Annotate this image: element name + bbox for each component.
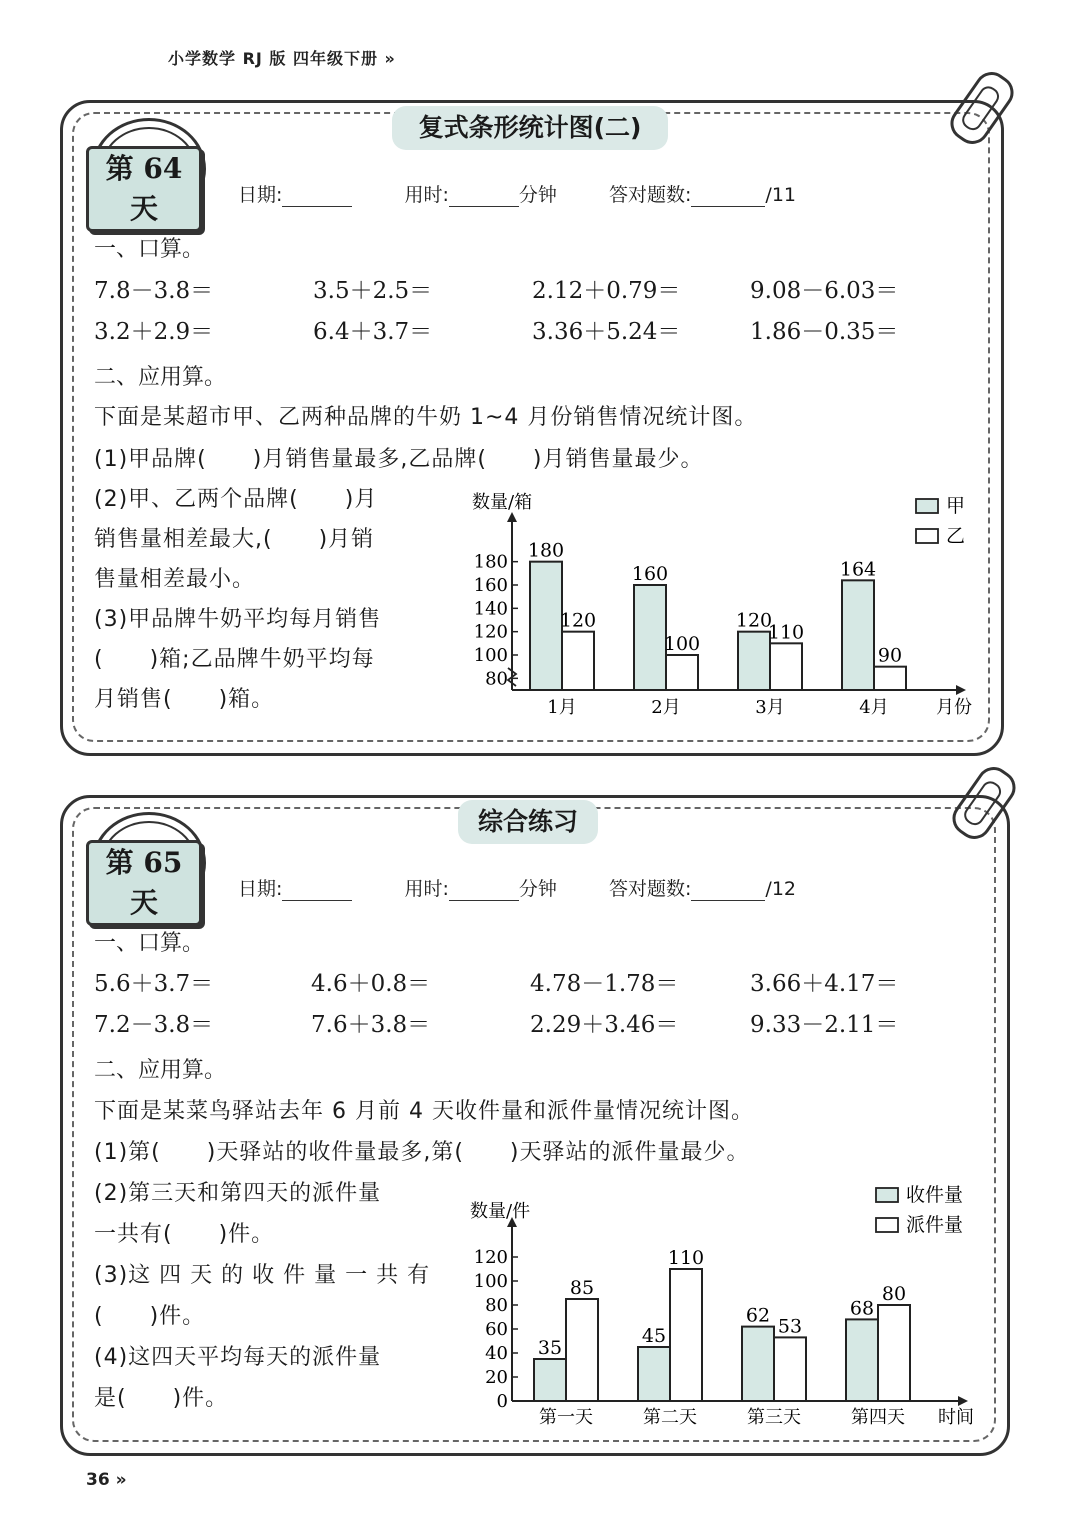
book-header: 小学数学 RJ 版 四年级下册 »	[168, 49, 396, 68]
x-axis-arrow-icon	[958, 1396, 968, 1406]
bar	[638, 1347, 670, 1401]
calc-item: 4.78－1.78＝	[530, 971, 679, 997]
bar	[742, 1327, 774, 1401]
date-field[interactable]	[282, 186, 352, 207]
day65-question-1: (1)第( )天驿站的收件量最多,第( )天驿站的派件量最少。	[94, 1140, 750, 1165]
data-label: 120	[559, 609, 597, 632]
legend-label: 收件量	[906, 1184, 964, 1206]
bar	[738, 632, 770, 690]
bar	[666, 655, 698, 690]
legend-label: 甲	[946, 495, 966, 517]
data-label: 62	[745, 1304, 771, 1327]
y-tick-label: 120	[473, 621, 508, 643]
bar	[530, 562, 562, 690]
y-tick-label: 180	[473, 551, 508, 573]
category-label: 1月	[547, 697, 577, 718]
category-label: 2月	[651, 697, 681, 718]
category-label: 第一天	[539, 1407, 593, 1428]
x-axis-arrow-icon	[956, 685, 966, 695]
day65-intro: 下面是某菜鸟驿站去年 6 月前 4 天收件量和派件量情况统计图。	[94, 1099, 754, 1124]
category-label: 4月	[859, 697, 889, 718]
day64-question-2-line: 销售量相差最大,( )月销	[94, 527, 375, 552]
date-label: 日期:	[238, 878, 283, 900]
legend-swatch	[876, 1218, 898, 1232]
bar	[566, 1299, 598, 1401]
data-label: 35	[537, 1337, 563, 1359]
data-label: 53	[777, 1315, 803, 1338]
time-field[interactable]	[449, 186, 519, 207]
day65-section-oral: 一、口算。	[94, 931, 205, 956]
y-tick-label: 40	[485, 1343, 508, 1364]
day65-question-4-line: (4)这四天平均每天的派件量	[94, 1345, 382, 1370]
day64-meta	[238, 180, 958, 207]
day65-bar-chart	[460, 1175, 990, 1435]
legend-swatch	[876, 1188, 898, 1202]
data-label: 110	[767, 621, 805, 644]
day64-section-oral: 一、口算。	[94, 237, 205, 262]
day64-section-applied: 二、应用算。	[94, 365, 227, 390]
data-label: 85	[569, 1277, 595, 1299]
category-label: 第四天	[851, 1407, 905, 1428]
data-label: 80	[881, 1283, 907, 1305]
y-tick-label: 80	[485, 1295, 508, 1316]
y-tick-label: 20	[485, 1367, 508, 1388]
x-axis-title: 时间	[938, 1407, 974, 1428]
y-axis-arrow-icon	[507, 512, 517, 522]
data-label: 45	[641, 1325, 667, 1347]
day64-question-1: (1)甲品牌( )月销售量最多,乙品牌( )月销售量最少。	[94, 447, 704, 472]
y-tick-label: 100	[473, 645, 508, 666]
category-label: 第二天	[643, 1407, 697, 1428]
y-tick-label: 160	[473, 575, 508, 596]
time-unit: 分钟	[518, 184, 557, 206]
data-label: 164	[839, 558, 877, 581]
x-axis-title: 月份	[936, 697, 972, 718]
day65-question-2-line: (2)第三天和第四天的派件量	[94, 1181, 382, 1206]
date-field[interactable]	[282, 880, 352, 901]
calc-item: 4.6＋0.8＝	[311, 971, 431, 997]
data-label: 68	[849, 1297, 875, 1320]
calc-item: 9.08－6.03＝	[750, 278, 899, 304]
day64-question-3-line: 月销售( )箱。	[94, 687, 275, 712]
day64-bar-chart	[460, 480, 990, 730]
day65-badge	[86, 812, 206, 919]
score-total: /11	[765, 184, 796, 206]
calc-item: 9.33－2.11＝	[750, 1012, 899, 1038]
calc-item: 7.8－3.8＝	[94, 278, 214, 304]
time-field[interactable]	[449, 880, 519, 901]
day64-question-2-line: (2)甲、乙两个品牌( )月	[94, 487, 378, 512]
data-label: 100	[663, 633, 701, 655]
bar	[634, 585, 666, 690]
category-label: 3月	[755, 697, 785, 718]
bar	[770, 643, 802, 690]
y-tick-label: 100	[473, 1271, 508, 1292]
bar	[670, 1269, 702, 1401]
score-label: 答对题数:	[609, 878, 692, 900]
bar	[846, 1319, 878, 1401]
day64-question-3-line: (3)甲品牌牛奶平均每月销售	[94, 607, 382, 632]
calc-item: 7.2－3.8＝	[94, 1012, 214, 1038]
bar	[562, 632, 594, 690]
calc-item: 7.6＋3.8＝	[311, 1012, 431, 1038]
calc-item: 3.2＋2.9＝	[94, 319, 214, 345]
day65-question-4-line: 是( )件。	[94, 1386, 229, 1411]
calc-item: 1.86－0.35＝	[750, 319, 899, 345]
y-axis-title: 数量/箱	[472, 492, 533, 513]
legend-swatch	[916, 529, 938, 543]
data-label: 160	[631, 563, 669, 585]
day65-question-3-line: (3)这 四 天 的 收 件 量 一 共 有	[94, 1263, 431, 1288]
data-label: 180	[527, 539, 565, 562]
day65-section-applied: 二、应用算。	[94, 1058, 227, 1083]
y-tick-label: 120	[473, 1247, 508, 1268]
calc-item: 2.29＋3.46＝	[530, 1012, 679, 1038]
calc-item: 3.66＋4.17＝	[750, 971, 899, 997]
calc-item: 6.4＋3.7＝	[313, 319, 433, 345]
day64-badge-label: 第 64 天	[86, 146, 202, 232]
bar	[874, 667, 906, 690]
calc-item: 5.6＋3.7＝	[94, 971, 214, 997]
data-label: 90	[877, 644, 903, 667]
score-field[interactable]	[691, 186, 765, 207]
day64-question-2-line: 售量相差最小。	[94, 567, 256, 592]
calc-item: 3.36＋5.24＝	[532, 319, 681, 345]
day65-badge-label: 第 65 天	[86, 840, 202, 926]
bar	[878, 1305, 910, 1401]
day65-meta	[238, 874, 958, 901]
time-unit: 分钟	[518, 878, 557, 900]
score-field[interactable]	[691, 880, 765, 901]
date-label: 日期:	[238, 184, 283, 206]
day64-intro: 下面是某超市甲、乙两种品牌的牛奶 1~4 月份销售情况统计图。	[94, 405, 758, 430]
legend-label: 派件量	[906, 1214, 964, 1236]
y-axis-title: 数量/件	[470, 1201, 531, 1222]
legend-swatch	[916, 499, 938, 513]
legend-label: 乙	[946, 525, 966, 547]
day64-title: 复式条形统计图(二)	[392, 106, 668, 150]
calc-item: 3.5＋2.5＝	[313, 278, 433, 304]
day65-question-2-line: 一共有( )件。	[94, 1222, 275, 1247]
axis-break-icon	[508, 668, 516, 686]
bar	[842, 580, 874, 690]
bar	[774, 1337, 806, 1401]
y-tick-label: 60	[485, 1319, 508, 1340]
bar	[534, 1359, 566, 1401]
day64-badge	[86, 118, 206, 225]
score-total: /12	[765, 878, 796, 900]
day65-title: 综合练习	[458, 800, 598, 844]
data-label: 110	[667, 1247, 705, 1269]
day64-question-3-line: ( )箱;乙品牌牛奶平均每	[94, 647, 375, 672]
data-label: 120	[735, 609, 773, 632]
time-label: 用时:	[404, 184, 449, 206]
y-tick-label: 80	[485, 668, 508, 690]
y-tick-label: 140	[473, 598, 508, 620]
y-tick-label: 0	[496, 1391, 508, 1412]
category-label: 第三天	[747, 1407, 801, 1428]
score-label: 答对题数:	[609, 184, 692, 206]
day65-question-3-line: ( )件。	[94, 1304, 206, 1329]
calc-item: 2.12＋0.79＝	[532, 278, 681, 304]
time-label: 用时:	[404, 878, 449, 900]
page-number: 36 »	[86, 1470, 127, 1490]
